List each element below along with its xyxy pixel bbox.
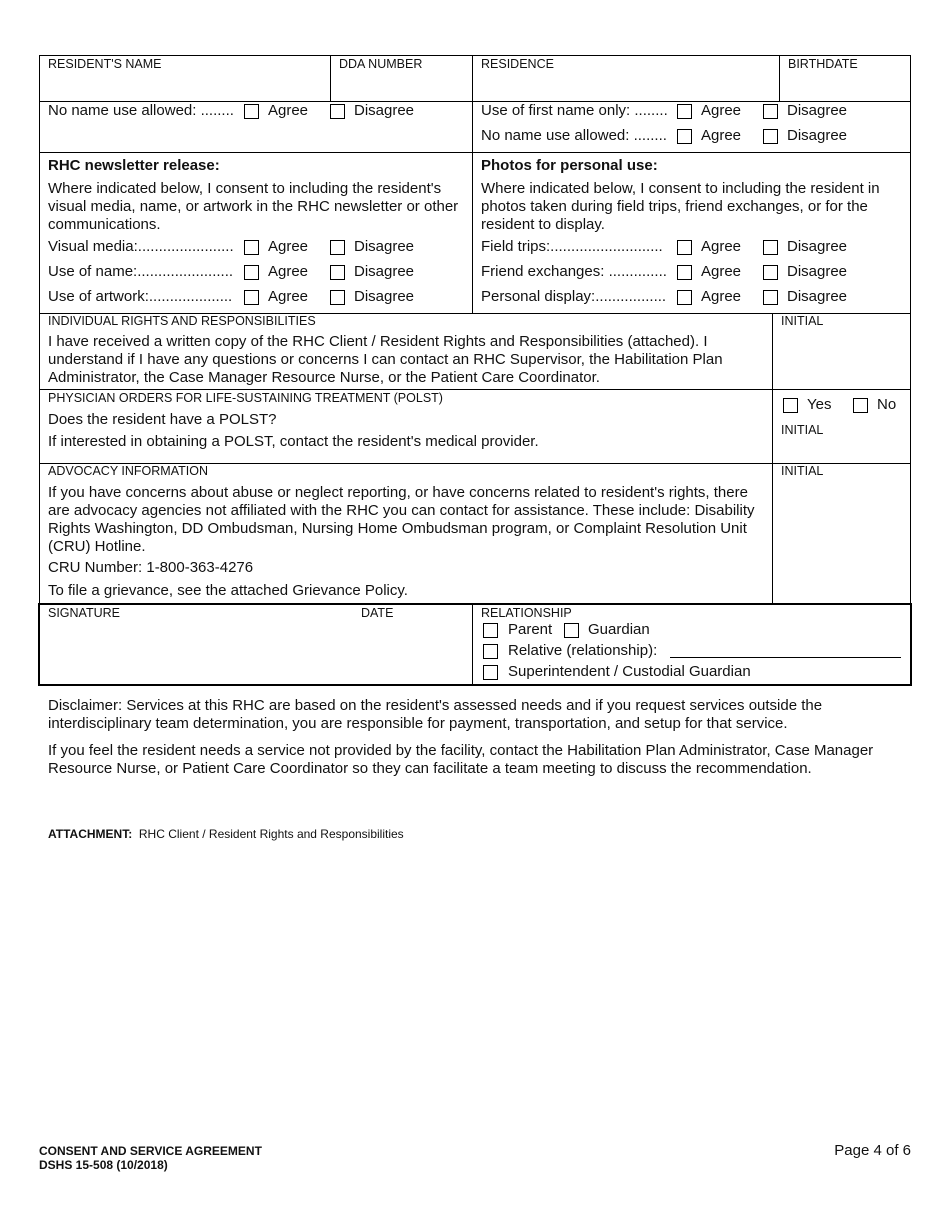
- grievance-note: To file a grievance, see the attached Grievance Policy.: [48, 582, 408, 599]
- parent-checkbox[interactable]: [483, 623, 498, 638]
- rights-label: INDIVIDUAL RIGHTS AND RESPONSIBILITIES: [48, 314, 316, 328]
- relative-checkbox[interactable]: [483, 644, 498, 659]
- visual-media-disagree-checkbox[interactable]: [330, 240, 345, 255]
- disagree-label: Disagree: [354, 263, 415, 280]
- agree-label: Agree: [701, 288, 742, 305]
- disagree-label: Disagree: [354, 238, 415, 255]
- agree-label: Agree: [268, 102, 309, 119]
- parent-label: Parent: [508, 621, 553, 638]
- visual-media-label: Visual media:.......................: [48, 238, 234, 255]
- relative-label: Relative (relationship):: [508, 642, 658, 659]
- agree-label: Agree: [701, 263, 742, 280]
- guardian-checkbox[interactable]: [564, 623, 579, 638]
- form-title: CONSENT AND SERVICE AGREEMENT: [39, 1144, 262, 1158]
- form-number: DSHS 15-508 (10/2018): [39, 1158, 168, 1172]
- attachment-text: RHC Client / Resident Rights and Responsibilities: [138, 827, 404, 841]
- agree-label: Agree: [701, 102, 742, 119]
- polst-question: Does the resident have a POLST?: [48, 411, 277, 428]
- personal-display-disagree-checkbox[interactable]: [763, 290, 778, 305]
- resident-name-label: RESIDENT'S NAME: [48, 57, 162, 71]
- relative-input-line[interactable]: [670, 657, 901, 658]
- disagree-label: Disagree: [354, 288, 415, 305]
- page-number: Page 4 of 6: [834, 1142, 911, 1159]
- advocacy-text: If you have concerns about abuse or neglect reporting, or have concerns related to resident's rights, there are advocacy agencies not affiliated with the RHC you can contact for assistance. These include: Disability Rights Washington, DD Ombudsman, Nursing Home Ombudsman program, or Complaint Resolution Unit (CRU) Hotline.: [48, 484, 755, 555]
- guardian-label: Guardian: [588, 621, 650, 638]
- use-of-artwork-label: Use of artwork:....................: [48, 288, 233, 305]
- disagree-label: Disagree: [787, 288, 848, 305]
- first-name-only-label: Use of first name only: ........: [481, 102, 668, 119]
- superintendent-label: Superintendent / Custodial Guardian: [508, 663, 751, 680]
- personal-display-label: Personal display:.................: [481, 288, 667, 305]
- no-name-right-disagree-checkbox[interactable]: [763, 129, 778, 144]
- field-trips-label: Field trips:...........................: [481, 238, 663, 255]
- no-name-use-label: No name use allowed: ........: [48, 102, 234, 119]
- disagree-label: Disagree: [787, 263, 848, 280]
- disagree-label: Disagree: [787, 127, 848, 144]
- no-name-disagree-checkbox[interactable]: [330, 104, 345, 119]
- no-name-right-agree-checkbox[interactable]: [677, 129, 692, 144]
- photos-heading: Photos for personal use:: [481, 157, 658, 174]
- agree-label: Agree: [701, 238, 742, 255]
- photos-text: Where indicated below, I consent to including the resident in photos taken during field trips, friend exchanges, or for the resident to display.: [481, 180, 880, 233]
- disclaimer-text: Disclaimer: Services at this RHC are based on the resident's assessed needs and if you request services outside the interdisciplinary team determination, you are responsible for payment, transportation, and setup for that service.: [48, 697, 823, 732]
- first-name-agree-checkbox[interactable]: [677, 104, 692, 119]
- artwork-disagree-checkbox[interactable]: [330, 290, 345, 305]
- rights-text: I have received a written copy of the RHC Client / Resident Rights and Responsibilities (attached). I understand if I have any questions or concerns I can contact an RHC Supervisor, the Habilitation Plan Administrator, the Case Manager Resource Nurse, or the Patient Care Coordinator.: [48, 333, 723, 386]
- friend-exchanges-label: Friend exchanges: ..............: [481, 263, 667, 280]
- personal-display-agree-checkbox[interactable]: [677, 290, 692, 305]
- newsletter-text: Where indicated below, I consent to including the resident's visual media, name, or artwork in the RHC newsletter or other communications.: [48, 180, 459, 233]
- polst-yes-label: Yes: [807, 396, 832, 413]
- use-of-name-agree-checkbox[interactable]: [244, 265, 259, 280]
- date-label: DATE: [361, 606, 394, 620]
- first-name-disagree-checkbox[interactable]: [763, 104, 778, 119]
- superintendent-checkbox[interactable]: [483, 665, 498, 680]
- agree-label: Agree: [268, 263, 309, 280]
- field-trips-agree-checkbox[interactable]: [677, 240, 692, 255]
- relationship-label: RELATIONSHIP: [481, 606, 572, 620]
- service-note-text: If you feel the resident needs a service not provided by the facility, contact the Habilitation Plan Administrator, Case Manager Resource Nurse, or Patient Care Coordinator so they can facilitate a team meeting to discuss the recommendation.: [48, 742, 874, 777]
- no-name-use-label-right: No name use allowed: ........: [481, 127, 667, 144]
- artwork-agree-checkbox[interactable]: [244, 290, 259, 305]
- advocacy-label: ADVOCACY INFORMATION: [48, 464, 208, 478]
- attachment-line: [48, 827, 404, 841]
- dda-number-label: DDA NUMBER: [339, 57, 423, 71]
- residence-label: RESIDENCE: [481, 57, 554, 71]
- friend-exchanges-agree-checkbox[interactable]: [677, 265, 692, 280]
- polst-info: If interested in obtaining a POLST, contact the resident's medical provider.: [48, 433, 539, 450]
- polst-no-label: No: [877, 396, 897, 413]
- attachment-label: ATTACHMENT:: [48, 827, 133, 841]
- use-of-name-disagree-checkbox[interactable]: [330, 265, 345, 280]
- use-of-name-label: Use of name:.......................: [48, 263, 234, 280]
- signature-field[interactable]: [44, 622, 468, 682]
- newsletter-heading: RHC newsletter release:: [48, 157, 220, 174]
- agree-label: Agree: [701, 127, 742, 144]
- disagree-label: Disagree: [787, 102, 848, 119]
- disagree-label: Disagree: [354, 102, 415, 119]
- birthdate-label: BIRTHDATE: [788, 57, 858, 71]
- agree-label: Agree: [268, 238, 309, 255]
- rights-initial-label: INITIAL: [781, 314, 824, 328]
- advocacy-initial-label: INITIAL: [781, 464, 824, 478]
- cru-number: CRU Number: 1-800-363-4276: [48, 559, 254, 576]
- field-trips-disagree-checkbox[interactable]: [763, 240, 778, 255]
- polst-yes-checkbox[interactable]: [783, 398, 798, 413]
- agree-label: Agree: [268, 288, 309, 305]
- signature-label: SIGNATURE: [48, 606, 120, 620]
- disagree-label: Disagree: [787, 238, 848, 255]
- polst-no-checkbox[interactable]: [853, 398, 868, 413]
- friend-exchanges-disagree-checkbox[interactable]: [763, 265, 778, 280]
- no-name-agree-checkbox[interactable]: [244, 104, 259, 119]
- polst-initial-label: INITIAL: [781, 423, 824, 437]
- polst-label: PHYSICIAN ORDERS FOR LIFE-SUSTAINING TREATMENT (POLST): [48, 391, 443, 405]
- visual-media-agree-checkbox[interactable]: [244, 240, 259, 255]
